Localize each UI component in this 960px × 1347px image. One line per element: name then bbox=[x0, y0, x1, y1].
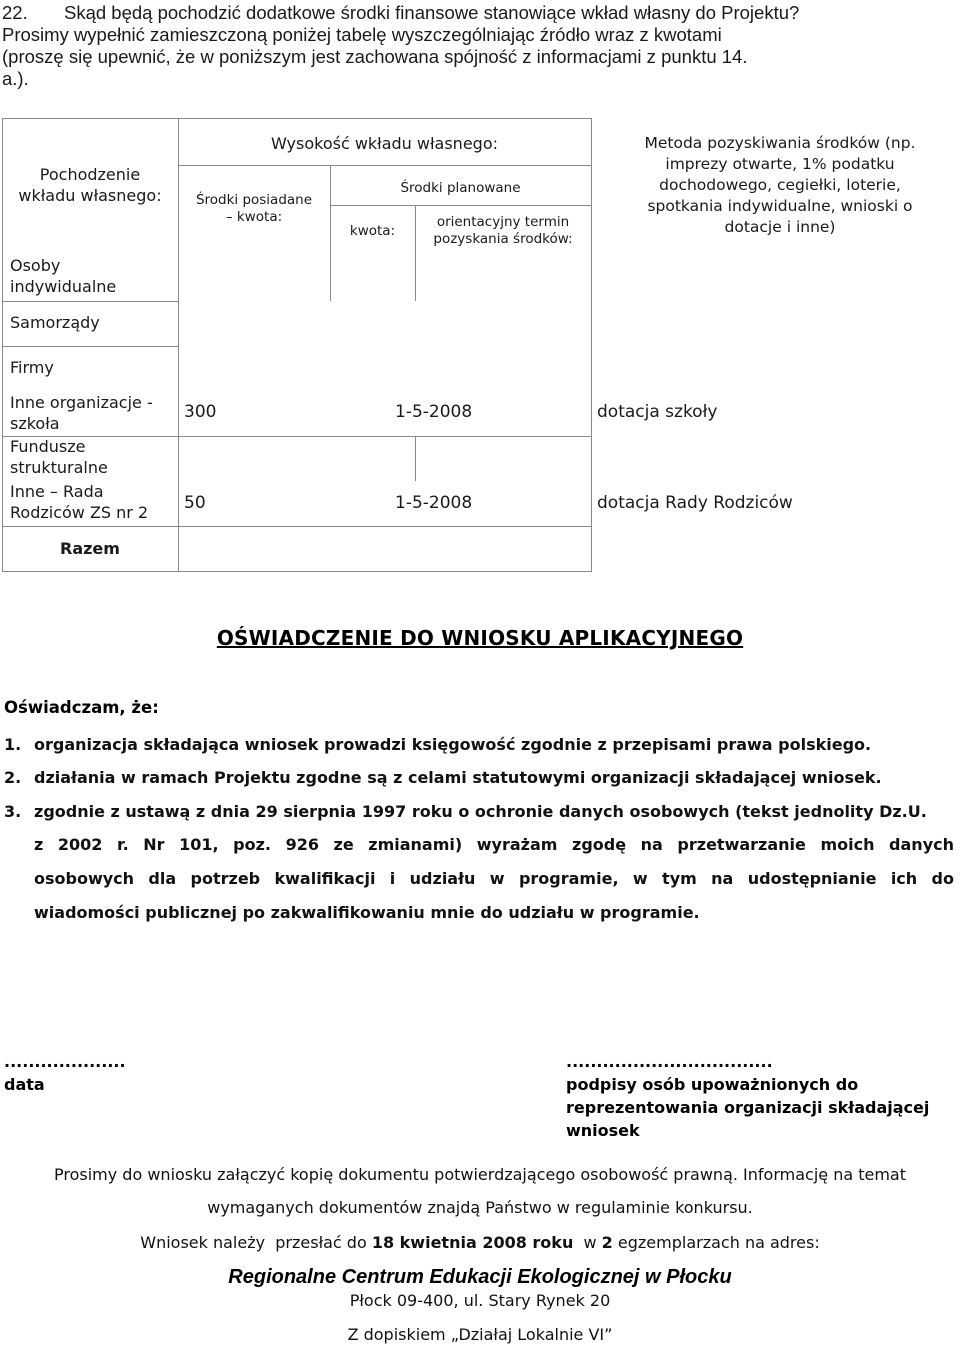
table-border bbox=[2, 118, 591, 119]
authorized-signatures: .................................. podpisy osób upoważnionych do reprezentowania organizacji składającej wniosek bbox=[566, 1052, 930, 1140]
entry-date: 1-5-2008 bbox=[395, 493, 473, 513]
envelope-note: Z dopiskiem „Działaj Lokalnie VI” bbox=[347, 1325, 613, 1344]
declaration-item-3-cont: z 2002 r. Nr 101, poz. 926 ze zmianami) wyrażam zgodę na przetwarzanie moich danych bbox=[34, 835, 954, 854]
row-structural-funds: Fundusze strukturalne bbox=[10, 437, 108, 477]
row-local-gov: Samorządy bbox=[10, 313, 100, 332]
table-col-line bbox=[178, 118, 179, 572]
question-22 bbox=[2, 2, 958, 90]
table-border bbox=[2, 571, 591, 572]
contribution-table bbox=[2, 118, 958, 572]
question-line-4: a.). bbox=[2, 68, 29, 89]
question-number: 22. bbox=[2, 2, 28, 23]
header-planned-date: orientacyjny termin pozyskania środków: bbox=[433, 214, 573, 247]
header-planned-amount: kwota: bbox=[349, 223, 396, 239]
date-signature: .................... data bbox=[4, 1052, 126, 1094]
footer-line-2: wymaganych dokumentów znajdą Państwo w regulaminie konkursu. bbox=[207, 1198, 753, 1217]
declaration-item-3-cont: osobowych dla potrzeb kwalifikacji i udziału w programie, w tym na udostępnianie ich do bbox=[34, 869, 954, 888]
entry-amount: 50 bbox=[184, 493, 206, 513]
entry-amount: 300 bbox=[184, 402, 217, 422]
table-row-line bbox=[2, 526, 591, 527]
row-companies: Firmy bbox=[10, 358, 54, 377]
organization-name: Regionalne Centrum Edukacji Ekologicznej w Płocku bbox=[228, 1266, 732, 1288]
table-header-line bbox=[178, 165, 591, 166]
header-amount-group: Wysokość wkładu własnego: bbox=[270, 134, 498, 153]
entry-method: dotacja Rady Rodziców bbox=[597, 493, 793, 513]
header-planned: Środki planowane bbox=[400, 180, 521, 196]
entry-method: dotacja szkoły bbox=[597, 402, 718, 422]
table-row-line bbox=[2, 301, 178, 302]
footer-line-3: Wniosek należy przesłać do 18 kwietnia 2008 roku w 2 egzemplarzach na adres: bbox=[140, 1233, 820, 1252]
entry-date: 1-5-2008 bbox=[395, 402, 473, 422]
declaration-item-3-cont: wiadomości publicznej po zakwalifikowaniu mnie do udziału w programie. bbox=[34, 903, 700, 922]
footer-line-1: Prosimy do wniosku załączyć kopię dokumentu potwierdzającego osobowość prawną. Informację na temat bbox=[54, 1165, 906, 1184]
declaration-title: OŚWIADCZENIE DO WNIOSKU APLIKACYJNEGO bbox=[216, 626, 744, 650]
table-row-line bbox=[2, 346, 178, 347]
declaration-intro: Oświadczam, że: bbox=[4, 698, 159, 717]
row-other-council: Inne – Rada Rodziców ZS nr 2 bbox=[10, 482, 149, 522]
header-method: Metoda pozyskiwania środków (np. imprezy otwarte, 1% podatku dochodowego, cegiełki, loterie, spotkania indywidualne, wnioski o dotacje i inne) bbox=[644, 134, 916, 236]
header-origin: Pochodzenie wkładu własnego: bbox=[18, 165, 162, 205]
question-line-3: (proszę się upewnić, że w poniższym jest zachowana spójność z informacjami z punktu 14. bbox=[2, 46, 748, 67]
table-header-line bbox=[330, 205, 591, 206]
organization-address: Płock 09-400, ul. Stary Rynek 20 bbox=[349, 1291, 611, 1310]
table-col-line bbox=[415, 436, 416, 481]
header-owned: Środki posiadane – kwota: bbox=[195, 192, 313, 225]
row-individuals: Osoby indywidualne bbox=[10, 256, 117, 296]
row-total: Razem bbox=[60, 539, 120, 558]
row-other-orgs: Inne organizacje - szkoła bbox=[10, 393, 153, 433]
question-line-1: Skąd będą pochodzić dodatkowe środki finansowe stanowiące wkład własny do Projektu? bbox=[64, 2, 800, 23]
question-line-2: Prosimy wypełnić zamieszczoną poniżej tabelę wyszczególniając źródło wraz z kwotami bbox=[2, 24, 722, 45]
table-col-line bbox=[591, 118, 592, 572]
